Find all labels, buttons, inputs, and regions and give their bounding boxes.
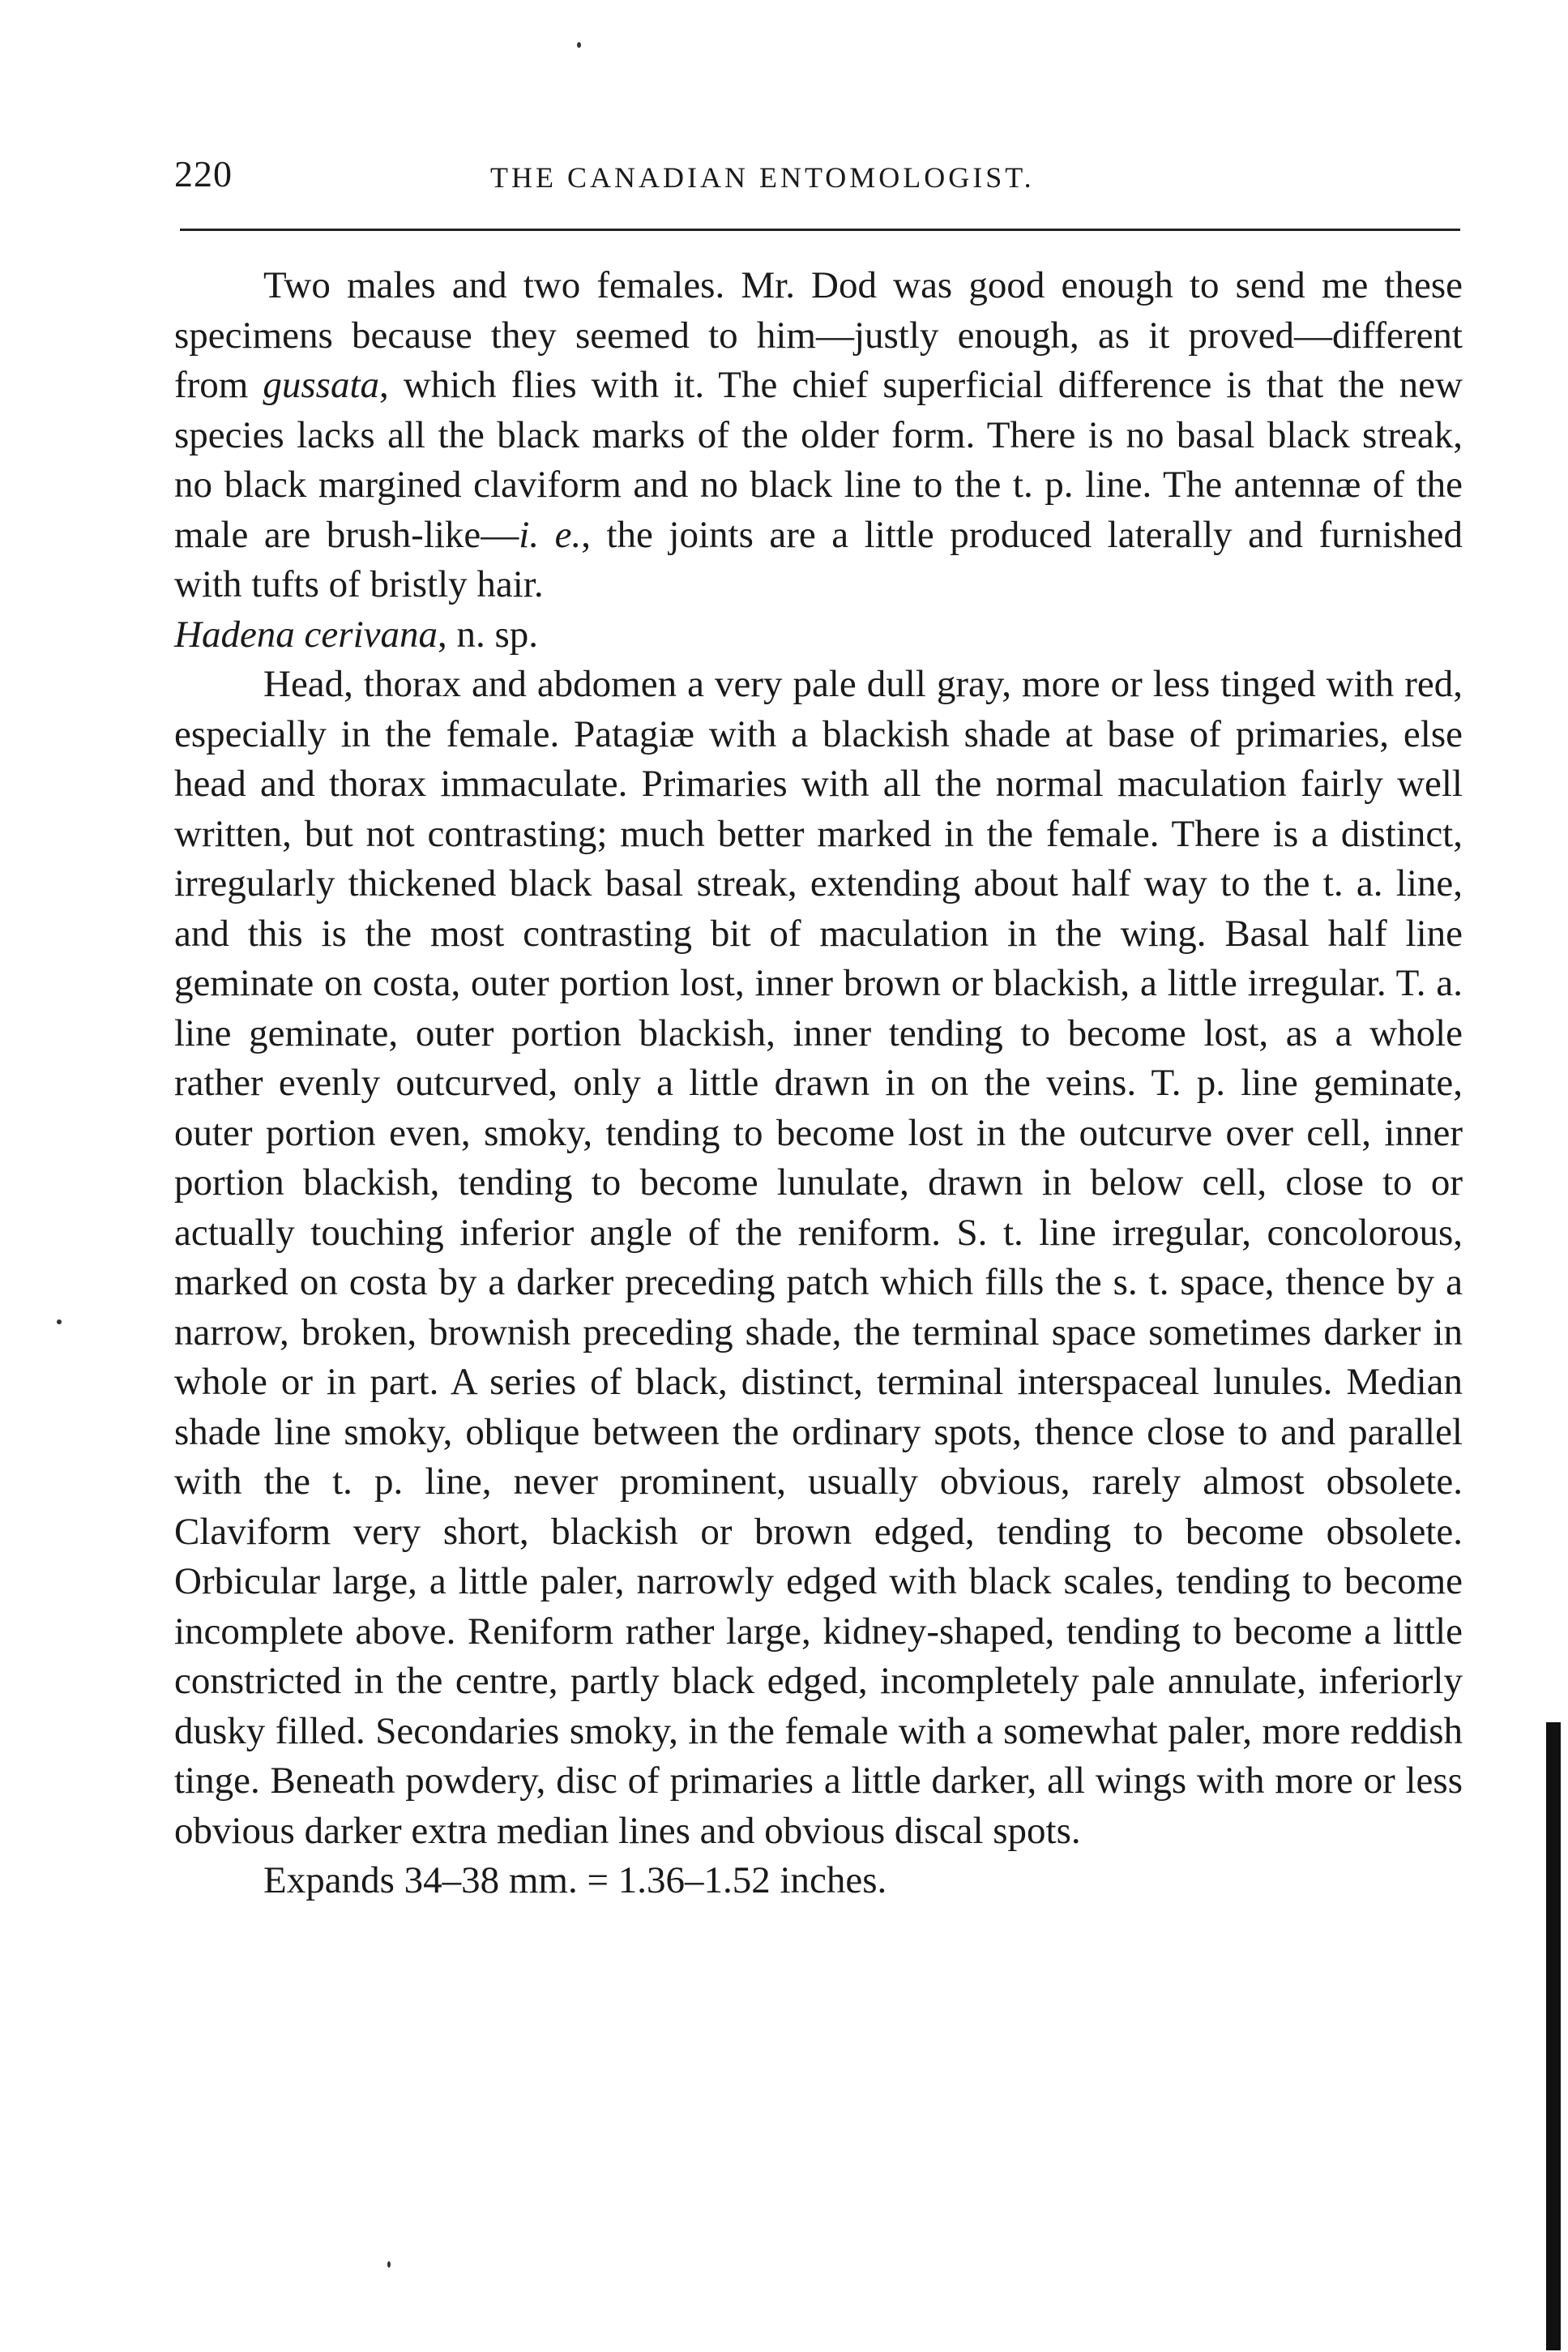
italic-ie: i. e. (519, 513, 582, 556)
body-text (174, 261, 1463, 1906)
page-header (174, 152, 1463, 201)
margin-bar (1546, 1722, 1561, 2350)
species-heading (174, 610, 1463, 661)
speck-top (577, 42, 581, 48)
specimen-text-2: , which flies with it. The chief superficial difference is that the new species lacks all the black marks of the older form. There is no basal black streak, no black margined claviform and no black line to the t. p. line. The antennæ of the male are brush-like— (174, 364, 1463, 556)
description-paragraph: Head, thorax and abdomen a very pale dull gray, more or less tinged with red, especially in the female. Patagiæ with a blackish shade at base of primaries, else head and thorax immaculate. Primaries with all the normal maculation fairly well written, but not contrasting; much better marked in the female. There is a distinct, irregularly thickened black basal streak, extending about half way to the t. a. line, and this is the most contrasting bit of maculation in the wing. Basal half line geminate on costa, outer portion lost, inner brown or blackish, a little irregular. T. a. line geminate, outer portion blackish, inner tending to become lost, as a whole rather evenly outcurved, only a little drawn in on the veins. T. p. line geminate, outer portion even, smoky, tending to become lost in the outcurve over cell, inner portion blackish, tending to become lunulate, drawn in below cell, close to or actually touching inferior angle of the reniform. S. t. line irregular, concolorous, marked on costa by a darker preceding patch which fills the s. t. space, thence by a narrow, broken, brownish preceding shade, the terminal space sometimes darker in whole or in part. A series of black, distinct, terminal interspaceal lunules. Median shade line smoky, oblique between the ordinary spots, thence close to and parallel with the t. p. line, never prominent, usually obvious, rarely almost obsolete. Claviform very short, blackish or brown edged, tending to become obsolete. Orbicular large, a little paler, narrowly edged with black scales, tending to become incomplete above. Reniform rather large, kidney-shaped, tending to become a little constricted in the centre, partly black edged, incompletely pale annulate, inferiorly dusky filled. Secondaries smoky, in the female with a somewhat paler, more reddish tinge. Beneath powdery, disc of primaries a little darker, all wings with more or less obvious darker extra median lines and obvious discal spots. (174, 663, 1463, 1852)
specimen-text-1: Two males and two females. Mr. Dod was good enough to send me these specimens because they seemed to him—justly enough, as it proved—different from (174, 264, 1463, 406)
species-suffix: , n. sp. (437, 613, 539, 656)
header-rule (180, 229, 1460, 231)
specimen-text-3: , the joints are a little produced laterally and furnished with tufts of bristly hair. (174, 513, 1463, 605)
measurement-line: Expands 34–38 mm. = 1.36–1.52 inches. (263, 1859, 887, 1901)
species-name: Hadena cerivana (174, 613, 438, 656)
speck-left (57, 1319, 62, 1324)
speck-bottom (387, 2261, 391, 2268)
running-title: THE CANADIAN ENTOMOLOGIST. (490, 161, 1035, 194)
specimen-paragraph (174, 261, 1463, 610)
page-number: 220 (174, 153, 233, 195)
italic-gussata: gussata (263, 364, 380, 406)
